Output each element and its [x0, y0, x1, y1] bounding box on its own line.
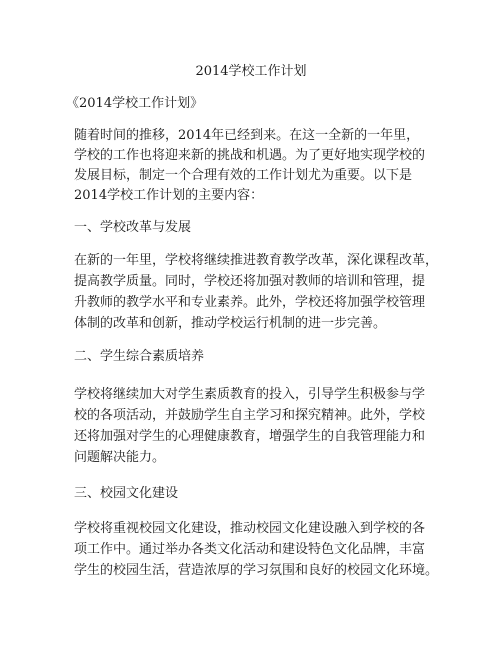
- intro-line: 随着时间的推移，2014年已经到来。在这一全新的一年里，: [74, 128, 420, 143]
- section-line: 在新的一年里，学校将继续推进教育教学改革，深化课程改革，: [74, 253, 439, 268]
- section-heading: 一、学校改革与发展: [74, 220, 192, 235]
- section-line: 学校将继续加大对学生素质教育的投入，引导学生积极参与学: [74, 387, 426, 402]
- section-line: 项工作中。通过举办各类文化活动和建设特色文化品牌，丰富: [74, 542, 426, 557]
- document-title: 2014学校工作计划: [195, 64, 307, 79]
- intro-line: 发展目标，制定一个合理有效的工作计划尤为重要。以下是: [74, 168, 413, 183]
- section-line: 还将加强对学生的心理健康教育，增强学生的自我管理能力和: [74, 429, 426, 444]
- section-line: 体制的改革和创新，推动学校运行机制的进一步完善。: [74, 316, 387, 331]
- section-heading: 二、学生综合素质培养: [74, 349, 205, 364]
- document-subtitle: 《2014学校工作计划》: [66, 96, 204, 111]
- section-line: 学校将重视校园文化建设，推动校园文化建设融入到学校的各: [74, 521, 426, 536]
- section-line: 校的各项活动，并鼓励学生自主学习和探究精神。此外，学校: [74, 408, 426, 423]
- section-line: 提高教学质量。同时，学校还将加强对教师的培训和管理，提: [74, 274, 426, 289]
- intro-line: 学校的工作也将迎来新的挑战和机遇。为了更好地实现学校的: [74, 148, 426, 163]
- section-heading: 三、校园文化建设: [74, 486, 179, 501]
- section-line: 问题解决能力。: [74, 450, 166, 465]
- section-line: 学生的校园生活，营造浓厚的学习氛围和良好的校园文化环境。: [74, 563, 439, 578]
- section-line: 升教师的教学水平和专业素养。此外，学校还将加强学校管理: [74, 295, 426, 310]
- intro-line: 2014学校工作计划的主要内容：: [74, 188, 264, 203]
